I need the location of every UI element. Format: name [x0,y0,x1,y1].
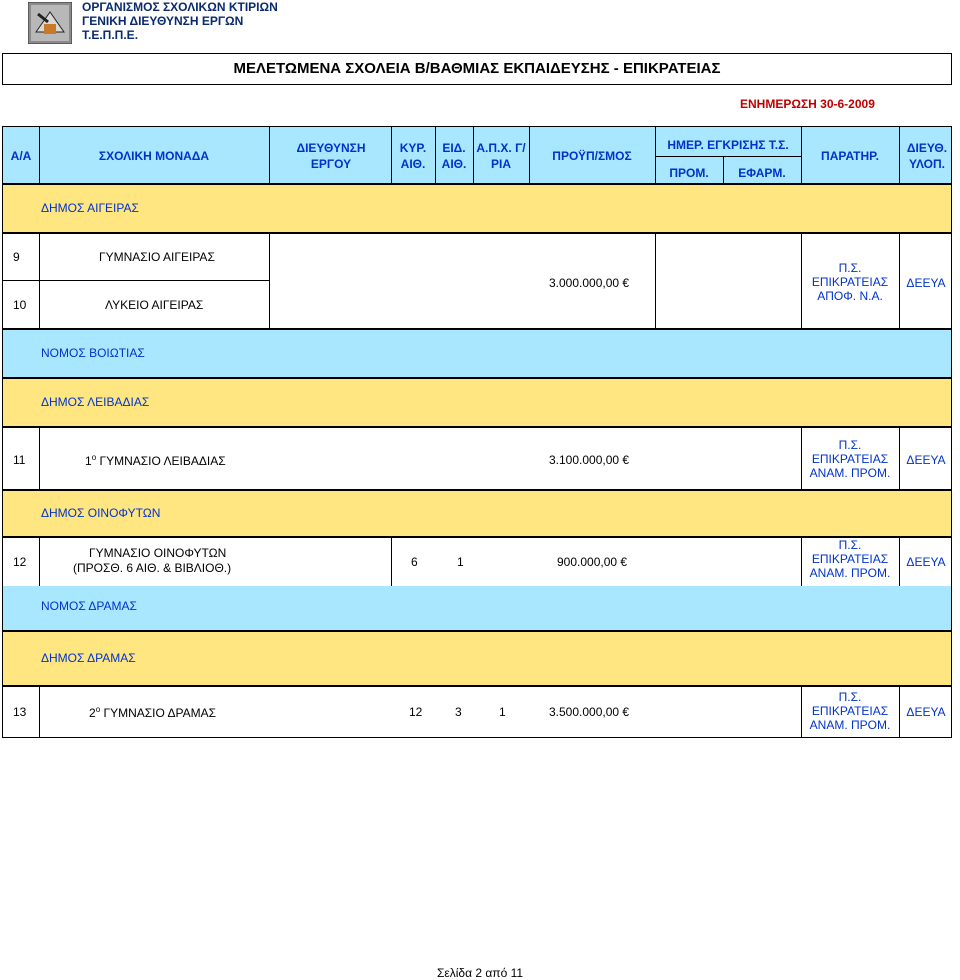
notes-line: ΑΠΟΦ. Ν.Α. [817,289,883,303]
row-notes [801,538,899,580]
notes-line: ΑΝΑΜ. ΠΡΟΜ. [809,718,891,732]
header-supervision: ΔΙΕΥΘ. ΥΛΟΠ. [906,141,948,171]
row-supervision: ΔΕΕΥΑ [906,705,946,719]
notes-line: ΕΠΙΚΡΑΤΕΙΑΣ [811,275,889,289]
header-school: ΣΧΟΛΙΚΗ ΜΟΝΑΔΑ [98,149,210,163]
school-name: ΓΥΜΝΑΣΙΟ ΟΙΝΟΦΥΤΩΝ [89,546,227,560]
table-row [2,427,952,490]
header-eid: ΕΙΔ. ΑΙΘ. [441,141,467,171]
row-apx: 1 [499,705,506,719]
update-date: ΕΝΗΜΕΡΩΣΗ 30-6-2009 [740,97,875,111]
school-name: ΓΥΜΝΑΣΙΟ ΛΕΙΒΑΔΙΑΣ [99,454,226,468]
header-notes: ΠΑΡΑΤΗΡ. [821,149,879,163]
row-kyr: 12 [409,705,423,719]
row-aa: 13 [13,705,27,719]
school-name: ΓΥΜΝΑΣΙΟ ΔΡΑΜΑΣ [103,706,217,720]
org-logo [28,2,72,44]
school-extra: (ΠΡΟΣΘ. 6 ΑΙΘ. & ΒΙΒΛΙΟΘ.) [73,561,232,575]
header-budget: ΠΡΟΫΠ/ΣΜΟΣ [552,149,632,163]
org-line1: ΟΡΓΑΝΙΣΜΟΣ ΣΧΟΛΙΚΩΝ ΚΤΙΡΙΩΝ [82,0,278,14]
row-eid: 1 [457,555,464,569]
page-title: ΜΕΛΕΤΩΜΕΝΑ ΣΧΟΛΕΙΑ Β/ΒΑΘΜΙΑΣ ΕΚΠΑΙΔΕΥΣΗΣ - ΕΠΙΚΡΑΤΕΙΑΣ [2,53,952,85]
header-aa: Α/Α [10,149,32,163]
row-supervision: ΔΕΕΥΑ [906,555,946,569]
notes-line: Π.Σ. [838,438,862,452]
header-approval: ΗΜΕΡ. ΕΓΚΡΙΣΗΣ Τ.Σ. [667,138,789,152]
ordinal: 2 [89,706,96,720]
row-budget: 3.100.000,00 € [549,453,630,467]
section-dimos-dramas: ΔΗΜΟΣ ΔΡΑΜΑΣ [2,631,952,686]
table-header [2,126,952,184]
row-aa: 12 [13,555,27,569]
notes-line: ΑΝΑΜ. ΠΡΟΜ. [809,466,891,480]
notes-line: ΕΠΙΚΡΑΤΕΙΑΣ [811,552,889,566]
section-dimos-aigeiras: ΔΗΜΟΣ ΑΙΓΕΙΡΑΣ [2,184,952,233]
row-kyr: 6 [411,555,418,569]
row-school: ΛΥΚΕΙΟ ΑΙΓΕΙΡΑΣ [105,298,204,312]
table-row [2,537,952,586]
row-school: ΓΥΜΝΑΣΙΟ ΑΙΓΕΙΡΑΣ [99,250,215,264]
page-footer: Σελίδα 2 από 11 [436,966,524,980]
section-dimos-oinofyton: ΔΗΜΟΣ ΟΙΝΟΦΥΤΩΝ [2,490,952,537]
row-notes [801,690,899,732]
header-efarm: ΕΦΑΡΜ. [738,166,786,180]
row-notes [801,438,899,480]
row-school [85,453,226,468]
row-school [89,705,216,720]
table-row [2,686,952,738]
notes-line: ΑΝΑΜ. ΠΡΟΜ. [809,566,891,580]
ordinal-sup: ο [91,453,97,462]
row-supervision: ΔΕΕΥΑ [906,276,946,290]
header-apx: Α.Π.Χ. Γ/ΡΙΑ [476,141,526,171]
notes-line: ΕΠΙΚΡΑΤΕΙΑΣ [811,452,889,466]
notes-line: ΕΠΙΚΡΑΤΕΙΑΣ [811,704,889,718]
header-prom: ΠΡΟΜ. [669,166,709,180]
table-row [2,233,952,329]
ordinal-sup: ο [95,705,101,714]
row-budget: 900.000,00 € [557,555,628,569]
row-budget: 3.000.000,00 € [549,276,630,290]
row-eid: 3 [455,705,462,719]
row-budget: 3.500.000,00 € [549,705,630,719]
ordinal: 1 [85,454,92,468]
row-supervision: ΔΕΕΥΑ [906,453,946,467]
notes-line: Π.Σ. [838,538,862,552]
org-header [82,0,278,42]
notes-line: Π.Σ. [838,690,862,704]
row-aa: 9 [13,250,20,264]
section-dimos-leivadias: ΔΗΜΟΣ ΛΕΙΒΑΔΙΑΣ [2,378,952,427]
row-aa: 11 [13,453,26,467]
org-line2: ΓΕΝΙΚΗ ΔΙΕΥΘΥΝΣΗ ΕΡΓΩΝ [82,14,244,28]
notes-line: Π.Σ. [838,261,862,275]
section-nomos-voiotias: ΝΟΜΟΣ ΒΟΙΩΤΙΑΣ [2,329,952,378]
row-school [61,546,231,576]
row-notes [801,261,899,303]
header-kyr: ΚΥΡ. ΑΙΘ. [399,141,427,171]
header-direction: ΔΙΕΥΘΥΝΣΗ ΕΡΓΟΥ [296,141,366,171]
org-line3: Τ.Ε.Π.Π.Ε. [82,28,139,42]
row-aa: 10 [13,298,27,312]
section-nomos-dramas: ΝΟΜΟΣ ΔΡΑΜΑΣ [2,586,952,631]
